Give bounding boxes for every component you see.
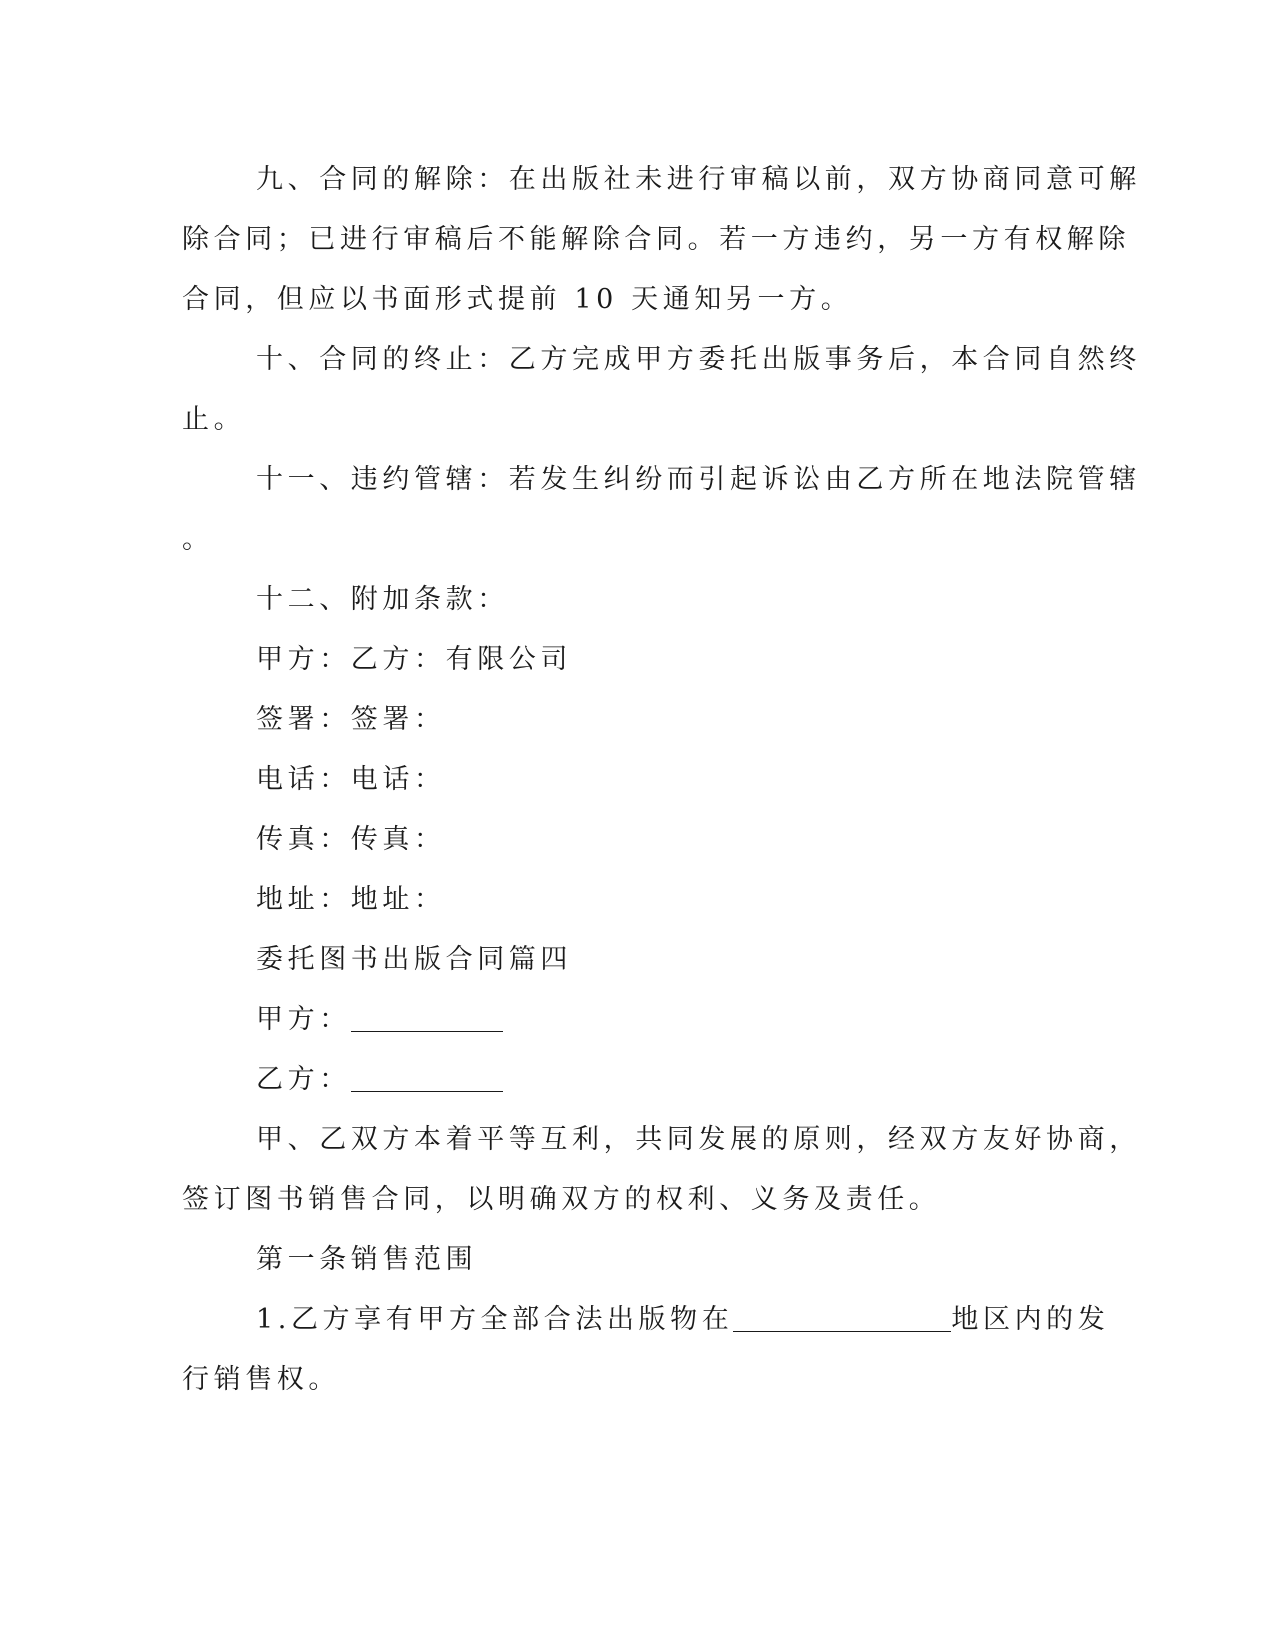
party-b-line: [182, 1050, 1042, 1110]
section-title: 委托图书出版合同篇四: [256, 944, 572, 975]
clause-9-line-1: 九、合同的解除：在出版社未进行审稿以前，双方协商同意可解: [256, 164, 1141, 195]
article-1-title: 第一条销售范围: [256, 1244, 478, 1275]
clause-12-heading: 十二、附加条款：: [256, 584, 509, 615]
party-b-label: 乙方：: [256, 1064, 351, 1095]
clause-9-line-3: 合同，但应以书面形式提前 10 天通知另一方。: [182, 284, 853, 315]
signature-line: 签署：签署：: [256, 704, 446, 735]
clause-11-line-2: 。: [182, 524, 214, 555]
document-page: [182, 150, 1141, 1410]
party-a-line: [182, 990, 1042, 1050]
intro-line-1: 甲、乙双方本着平等互利，共同发展的原则，经双方友好协商，: [256, 1124, 1141, 1155]
article-1-item-1-line-1: [182, 1290, 1110, 1350]
clause-11-line-1: 十一、违约管辖：若发生纠纷而引起诉讼由乙方所在地法院管辖: [256, 464, 1141, 495]
parties-line: 甲方：乙方：有限公司: [256, 644, 572, 675]
clause-10-line-2: 止。: [182, 404, 246, 435]
phone-line: 电话：电话：: [256, 764, 446, 795]
article-1-item-1-line-2: 行销售权。: [182, 1364, 340, 1395]
region-blank: [733, 1309, 951, 1332]
party-a-label: 甲方：: [256, 1004, 351, 1035]
article-1-item-1-text-before: 1.乙方享有甲方全部合法出版物在: [256, 1304, 734, 1335]
address-line: 地址：地址：: [256, 884, 446, 915]
clause-9-line-2: 除合同；已进行审稿后不能解除合同。若一方违约，另一方有权解除: [182, 224, 1130, 255]
clause-10-line-1: 十、合同的终止：乙方完成甲方委托出版事务后，本合同自然终: [256, 344, 1141, 375]
fax-line: 传真：传真：: [256, 824, 446, 855]
article-1-item-1-text-after: 地区内的发: [951, 1304, 1110, 1335]
party-b-blank: [351, 1069, 503, 1092]
intro-line-2: 签订图书销售合同，以明确双方的权利、义务及责任。: [182, 1184, 941, 1215]
party-a-blank: [351, 1009, 503, 1032]
